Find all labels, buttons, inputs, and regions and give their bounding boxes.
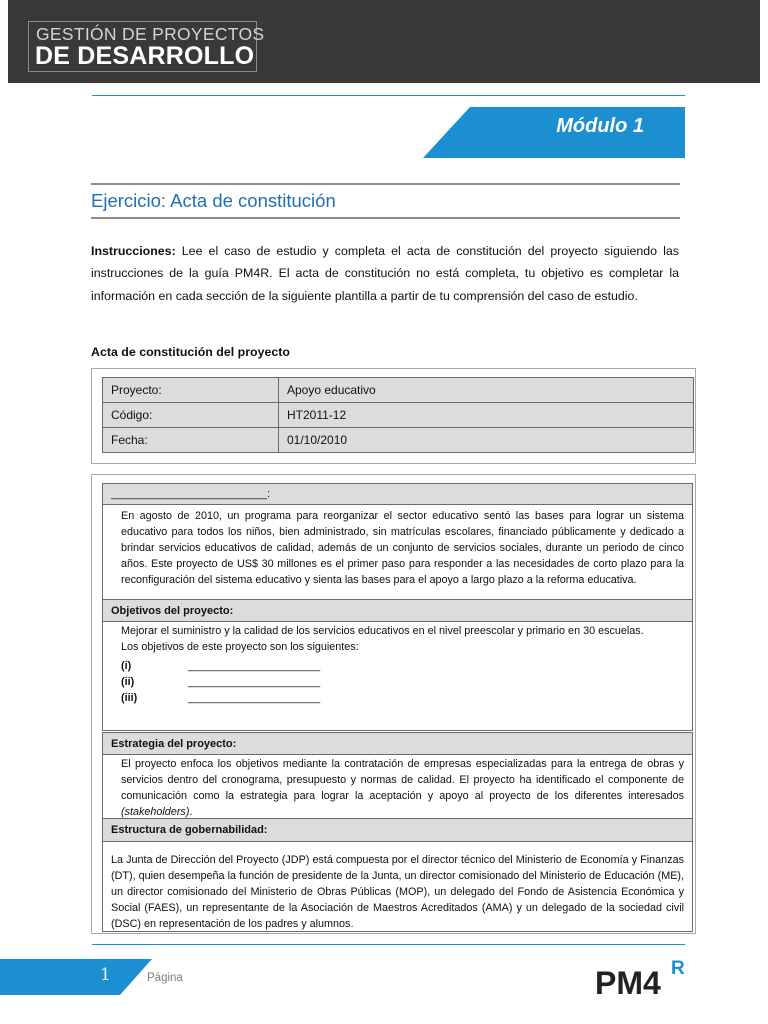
footer-rule	[92, 944, 685, 945]
instructions-text: Lee el caso de estudio y completa el acta de constitución del proyecto siguiendo las instrucciones de la guía PM4R. El acta de constitución no está completa, tu objetivo es completar la información en cada sección de la siguiente plantilla a partir de tu comprensión del caso de estudio.	[91, 244, 679, 303]
course-logo	[28, 21, 265, 72]
section-header-objectives: Objetivos del proyecto:	[103, 600, 692, 622]
item-index: (iii)	[121, 692, 138, 704]
pm4r-logo-superscript: R	[671, 958, 685, 979]
section-header-strategy: Estrategia del proyecto:	[103, 733, 692, 755]
module-tab-shape	[423, 107, 685, 158]
footer-page-tab	[0, 959, 152, 995]
list-item	[121, 674, 684, 690]
logo-line-1: GESTIÓN DE PROYECTOS	[36, 24, 265, 44]
acta-heading: Acta de constitución del proyecto	[91, 345, 290, 359]
table-row	[103, 378, 694, 403]
section-background	[102, 483, 693, 600]
label-cell: Fecha:	[103, 428, 279, 453]
list-item	[121, 658, 684, 674]
module-label: Módulo 1	[556, 115, 644, 137]
label-cell: Código:	[103, 403, 279, 428]
label-cell: Proyecto:	[103, 378, 279, 403]
item-blank: ______________________	[188, 692, 321, 704]
objectives-line-2: Los objetivos de este proyecto son los siguientes:	[121, 641, 359, 653]
title-rule-bottom	[91, 217, 680, 219]
list-item	[121, 690, 684, 706]
section-objectives	[102, 599, 693, 731]
value-cell: HT2011-12	[279, 403, 694, 428]
section-governance	[102, 818, 693, 932]
objectives-line-1: Mejorar el suministro y la calidad de los servicios educativos en el nivel preescolar y primario en 30 escuelas.	[121, 625, 644, 637]
strategy-end: .	[189, 806, 193, 818]
item-index: (i)	[121, 660, 132, 672]
header-banner	[8, 0, 760, 83]
objectives-list	[121, 658, 684, 706]
section-body-background: En agosto de 2010, un programa para reorganizar el sector educativo sentó las bases para lograr un sistema educativo para todos los niños, bien administrado, sin matrículas escolares, financiado públicamente y dedicado a brindar servicios educativos de calidad, además de un conjunto de servicios sociales, durante un periodo de cinco años. Este proyecto de US$ 30 millones es el primer paso para responder a las necesidades de corto plazo para la reconfiguración del sistema educativo y sienta las bases para el apoyo a largo plazo a la reforma educativa.	[121, 510, 684, 586]
strategy-text: El proyecto enfoca los objetivos mediante la contratación de empresas especializadas para la entrega de obras y servicios dentro del cronograma, presupuesto y normas de calidad. El proyecto ha identificado el componente de comunicación como la estrategia para lograr la aceptación y apoyo al proyecto de los diferentes interesados	[121, 758, 684, 802]
logo-line-2: DE DESARROLLO	[35, 42, 255, 70]
pm4r-logo-text: PM4	[595, 965, 661, 1001]
instructions-paragraph	[91, 240, 679, 307]
item-index: (ii)	[121, 676, 135, 688]
section-header-blank: __________________________:	[103, 484, 692, 505]
section-body-objectives	[103, 622, 692, 706]
pm4r-logo	[593, 957, 688, 1002]
instructions-label: Instrucciones:	[91, 244, 176, 258]
exercise-title: Ejercicio: Acta de constitución	[91, 190, 336, 211]
item-blank: ______________________	[188, 676, 321, 688]
section-body-governance: La Junta de Dirección del Proyecto (JDP) está compuesta por el director técnico del Ministerio de Economía y Finanzas (DT), quien desempeña la función de presidente de la Junta, un director comisionado del Ministerio de Educación (ME), un director comisionado del Ministerio de Obras Públicas (MOP), un delegado del Fondo de Asistencia Económica y Social (FAES), un representante de la Asociación de Maestros Acreditados (AMA) y un delegado de la sociedad civil (DSC) en representación de los padres y alumnos.	[111, 854, 684, 930]
title-rule-top	[91, 183, 680, 185]
page-number: 1	[100, 965, 111, 985]
value-cell: 01/10/2010	[279, 428, 694, 453]
header-rule	[92, 95, 685, 96]
page-label: Página	[147, 972, 183, 984]
project-info-table	[102, 377, 694, 453]
section-strategy	[102, 732, 693, 819]
section-header-governance: Estructura de gobernabilidad:	[103, 819, 692, 842]
table-row	[103, 428, 694, 453]
section-body-strategy	[103, 755, 692, 820]
value-cell: Apoyo educativo	[279, 378, 694, 403]
strategy-italic: (stakeholders)	[121, 806, 190, 818]
item-blank: ______________________	[188, 660, 321, 672]
table-row	[103, 403, 694, 428]
